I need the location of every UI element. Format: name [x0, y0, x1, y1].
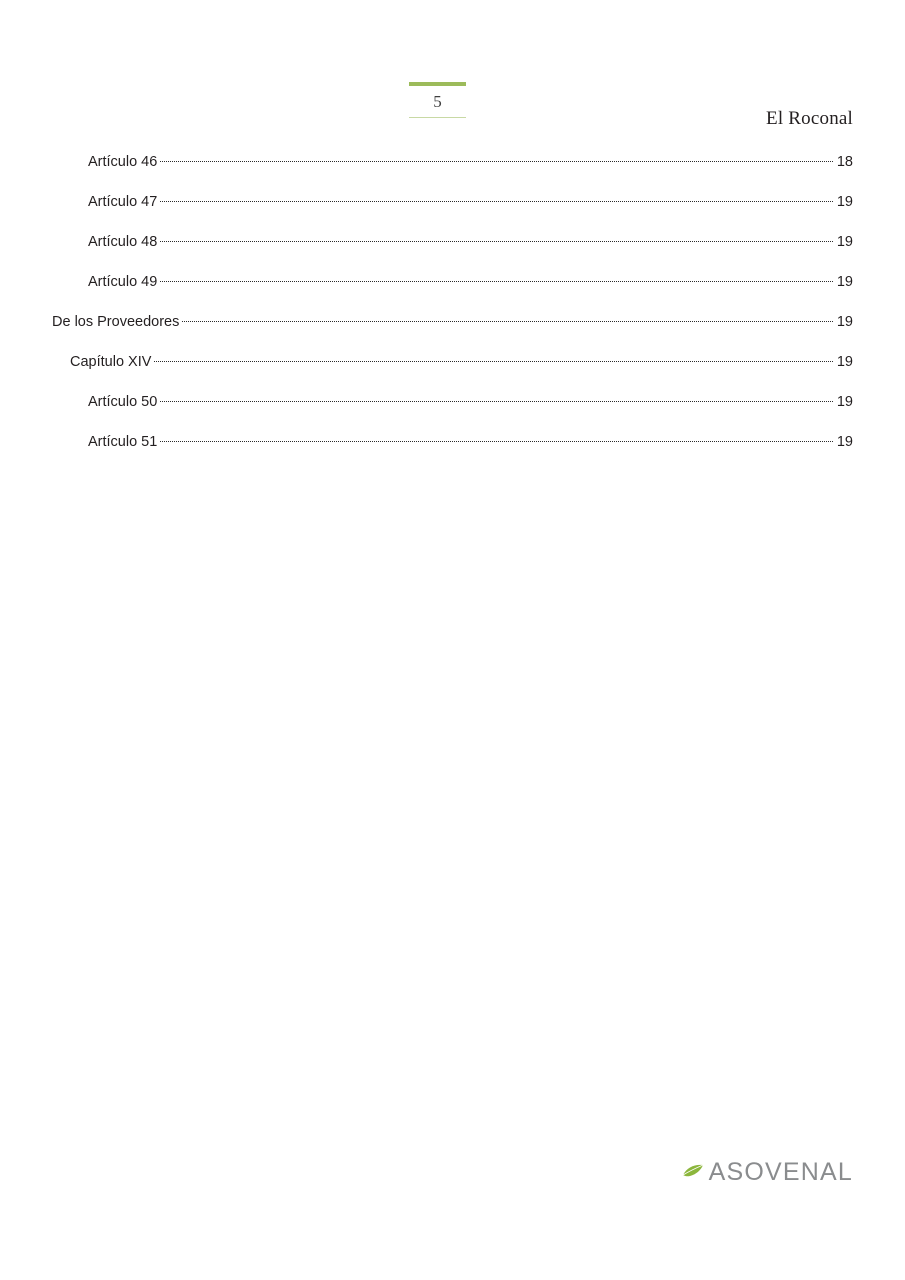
document-title: El Roconal: [766, 108, 853, 129]
toc-entry-label: Artículo 47: [88, 194, 158, 210]
toc-leader-dots: [160, 201, 833, 202]
toc-entry-label: Capítulo XIV: [70, 354, 152, 370]
toc-entry-page: 19: [836, 194, 853, 210]
toc-entry[interactable]: [88, 152, 853, 192]
toc-entry-page: 19: [836, 274, 853, 290]
toc-leader-dots: [160, 401, 833, 402]
page-number-block: [409, 82, 466, 118]
leaf-icon: [682, 1164, 704, 1180]
toc-entry-page: 19: [836, 354, 853, 370]
toc-entry[interactable]: [88, 432, 853, 472]
toc-entry-label: Artículo 46: [88, 154, 158, 170]
toc-entry-page: 19: [836, 314, 853, 330]
brand-name: ASOVENAL: [708, 1157, 853, 1186]
toc-leader-dots: [160, 441, 833, 442]
toc-entry[interactable]: [52, 312, 853, 352]
toc-leader-dots: [160, 241, 833, 242]
toc-entry-page: 19: [836, 394, 853, 410]
table-of-contents: [52, 152, 853, 472]
footer-logo: [682, 1157, 853, 1187]
toc-entry-page: 19: [836, 234, 853, 250]
toc-leader-dots: [154, 361, 832, 362]
toc-entry[interactable]: [88, 232, 853, 272]
toc-leader-dots: [160, 281, 833, 282]
toc-entry-label: Artículo 50: [88, 394, 158, 410]
page-header: [0, 70, 905, 140]
toc-leader-dots: [160, 161, 833, 162]
toc-entry[interactable]: [70, 352, 853, 392]
toc-entry-label: Artículo 48: [88, 234, 158, 250]
toc-entry-page: 18: [836, 154, 853, 170]
toc-entry-label: De los Proveedores: [52, 314, 180, 330]
toc-entry[interactable]: [88, 392, 853, 432]
toc-entry-page: 19: [836, 434, 853, 450]
page-number: 5: [433, 92, 442, 111]
page-number-rule-top: [409, 82, 466, 86]
toc-entry[interactable]: [88, 272, 853, 312]
toc-entry-label: Artículo 51: [88, 434, 158, 450]
toc-entry-label: Artículo 49: [88, 274, 158, 290]
toc-leader-dots: [182, 321, 833, 322]
toc-entry[interactable]: [88, 192, 853, 232]
page-number-rule-bottom: [409, 117, 466, 118]
